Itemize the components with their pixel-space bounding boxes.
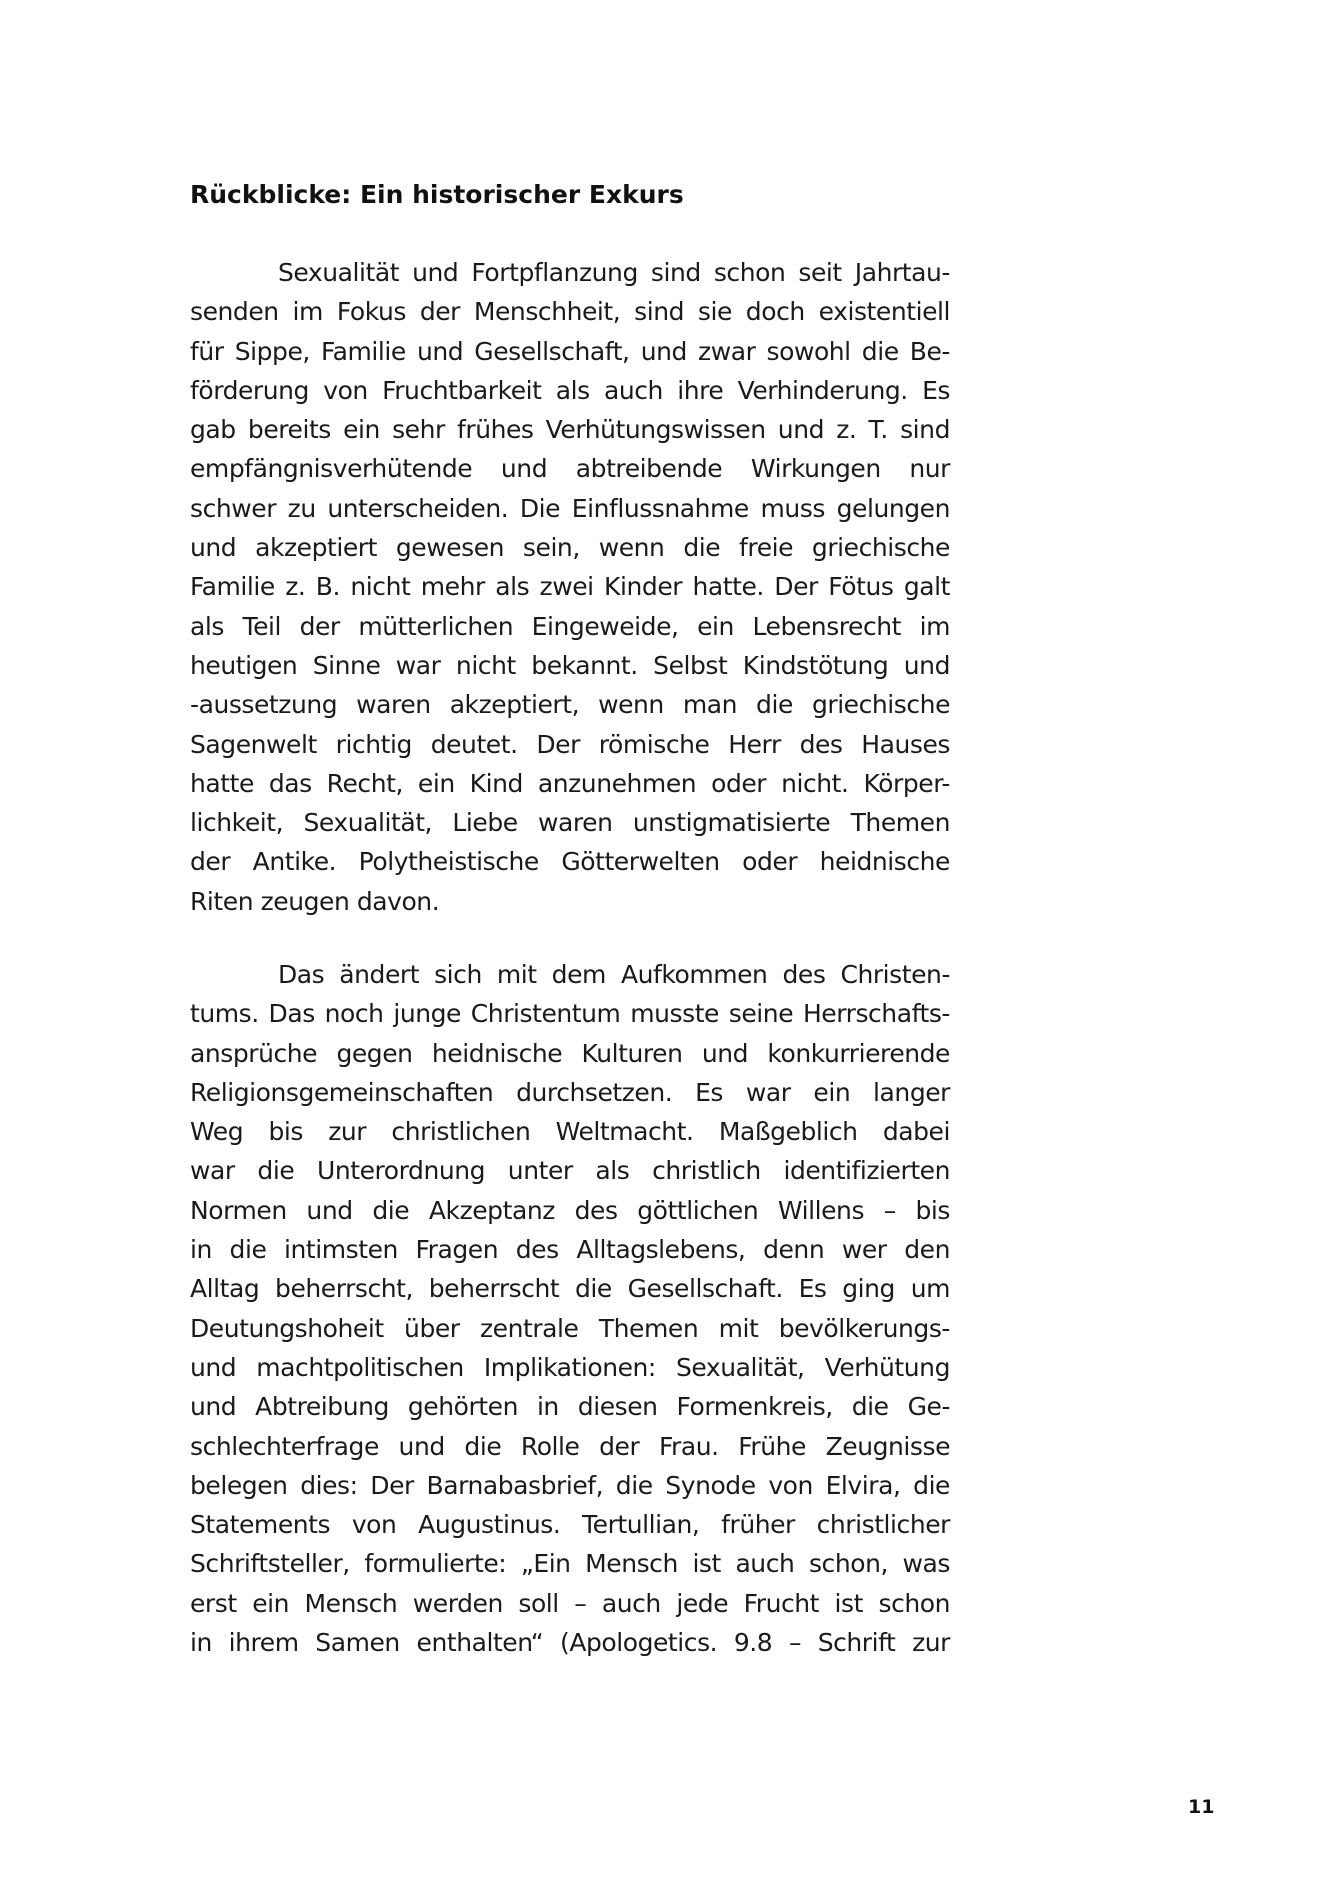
section-heading: Rückblicke: Ein historischer Exkurs	[190, 180, 684, 209]
text-line: Sexualität und Fortpflanzung sind schon seit Jahrtau-	[278, 258, 950, 287]
text-line: hatte das Recht, ein Kind anzunehmen oder nicht. Körper-	[190, 768, 950, 798]
text-line: Familie z. B. nicht mehr als zwei Kinder hatte. Der Fötus galt	[190, 572, 950, 602]
text-line: schwer zu unterscheiden. Die Einflussnahme muss gelungen	[190, 493, 950, 523]
text-line: Normen und die Akzeptanz des göttlichen Willens – bis	[190, 1195, 950, 1225]
text-line: war die Unterordnung unter als christlich identifizierten	[190, 1156, 950, 1186]
text-line: in ihrem Samen enthalten“ (Apologetics. 9.8 – Schrift zur	[190, 1628, 950, 1658]
text-line: Das ändert sich mit dem Aufkommen des Christen-	[278, 960, 950, 989]
text-line: in die intimsten Fragen des Alltagslebens, denn wer den	[190, 1235, 950, 1265]
text-line: Statements von Augustinus. Tertullian, früher christlicher	[190, 1510, 950, 1540]
text-line: erst ein Mensch werden soll – auch jede Frucht ist schon	[190, 1588, 950, 1618]
text-line: belegen dies: Der Barnabasbrief, die Synode von Elvira, die	[190, 1470, 950, 1500]
text-line: Schriftsteller, formulierte: „Ein Mensch ist auch schon, was	[190, 1549, 950, 1579]
text-line: Religionsgemeinschaften durchsetzen. Es war ein langer	[190, 1077, 950, 1107]
text-line: förderung von Fruchtbarkeit als auch ihre Verhinderung. Es	[190, 375, 950, 405]
text-line: schlechterfrage und die Rolle der Frau. Frühe Zeugnisse	[190, 1431, 950, 1461]
text-line: für Sippe, Familie und Gesellschaft, und zwar sowohl die Be-	[190, 336, 950, 366]
text-line: und machtpolitischen Implikationen: Sexualität, Verhütung	[190, 1352, 950, 1382]
text-line: gab bereits ein sehr frühes Verhütungswissen und z. T. sind	[190, 415, 950, 445]
text-line: empfängnisverhütende und abtreibende Wirkungen nur	[190, 454, 950, 484]
text-line: lichkeit, Sexualität, Liebe waren unstigmatisierte Themen	[190, 808, 950, 838]
text-line: tums. Das noch junge Christentum musste seine Herrschafts-	[190, 999, 950, 1029]
text-line: und akzeptiert gewesen sein, wenn die freie griechische	[190, 533, 950, 563]
text-line: Sagenwelt richtig deutet. Der römische Herr des Hauses	[190, 729, 950, 759]
text-line: heutigen Sinne war nicht bekannt. Selbst Kindstötung und	[190, 650, 950, 680]
page-number: 11	[1188, 1796, 1215, 1818]
paragraph-2	[190, 955, 950, 1662]
text-line: Alltag beherrscht, beherrscht die Gesellschaft. Es ging um	[190, 1274, 950, 1304]
text-line: Riten zeugen davon.	[190, 886, 440, 916]
text-line: -aussetzung waren akzeptiert, wenn man die griechische	[190, 690, 950, 720]
text-line: ansprüche gegen heidnische Kulturen und konkurrierende	[190, 1038, 950, 1068]
paragraph-1	[190, 253, 950, 921]
text-line: und Abtreibung gehörten in diesen Formenkreis, die Ge-	[190, 1392, 950, 1422]
text-line: Deutungshoheit über zentrale Themen mit bevölkerungs-	[190, 1313, 950, 1343]
text-line: der Antike. Polytheistische Götterwelten oder heidnische	[190, 847, 950, 877]
text-line: senden im Fokus der Menschheit, sind sie doch existentiell	[190, 297, 950, 327]
text-line: Weg bis zur christlichen Weltmacht. Maßgeblich dabei	[190, 1117, 950, 1147]
text-line: als Teil der mütterlichen Eingeweide, ein Lebensrecht im	[190, 611, 950, 641]
